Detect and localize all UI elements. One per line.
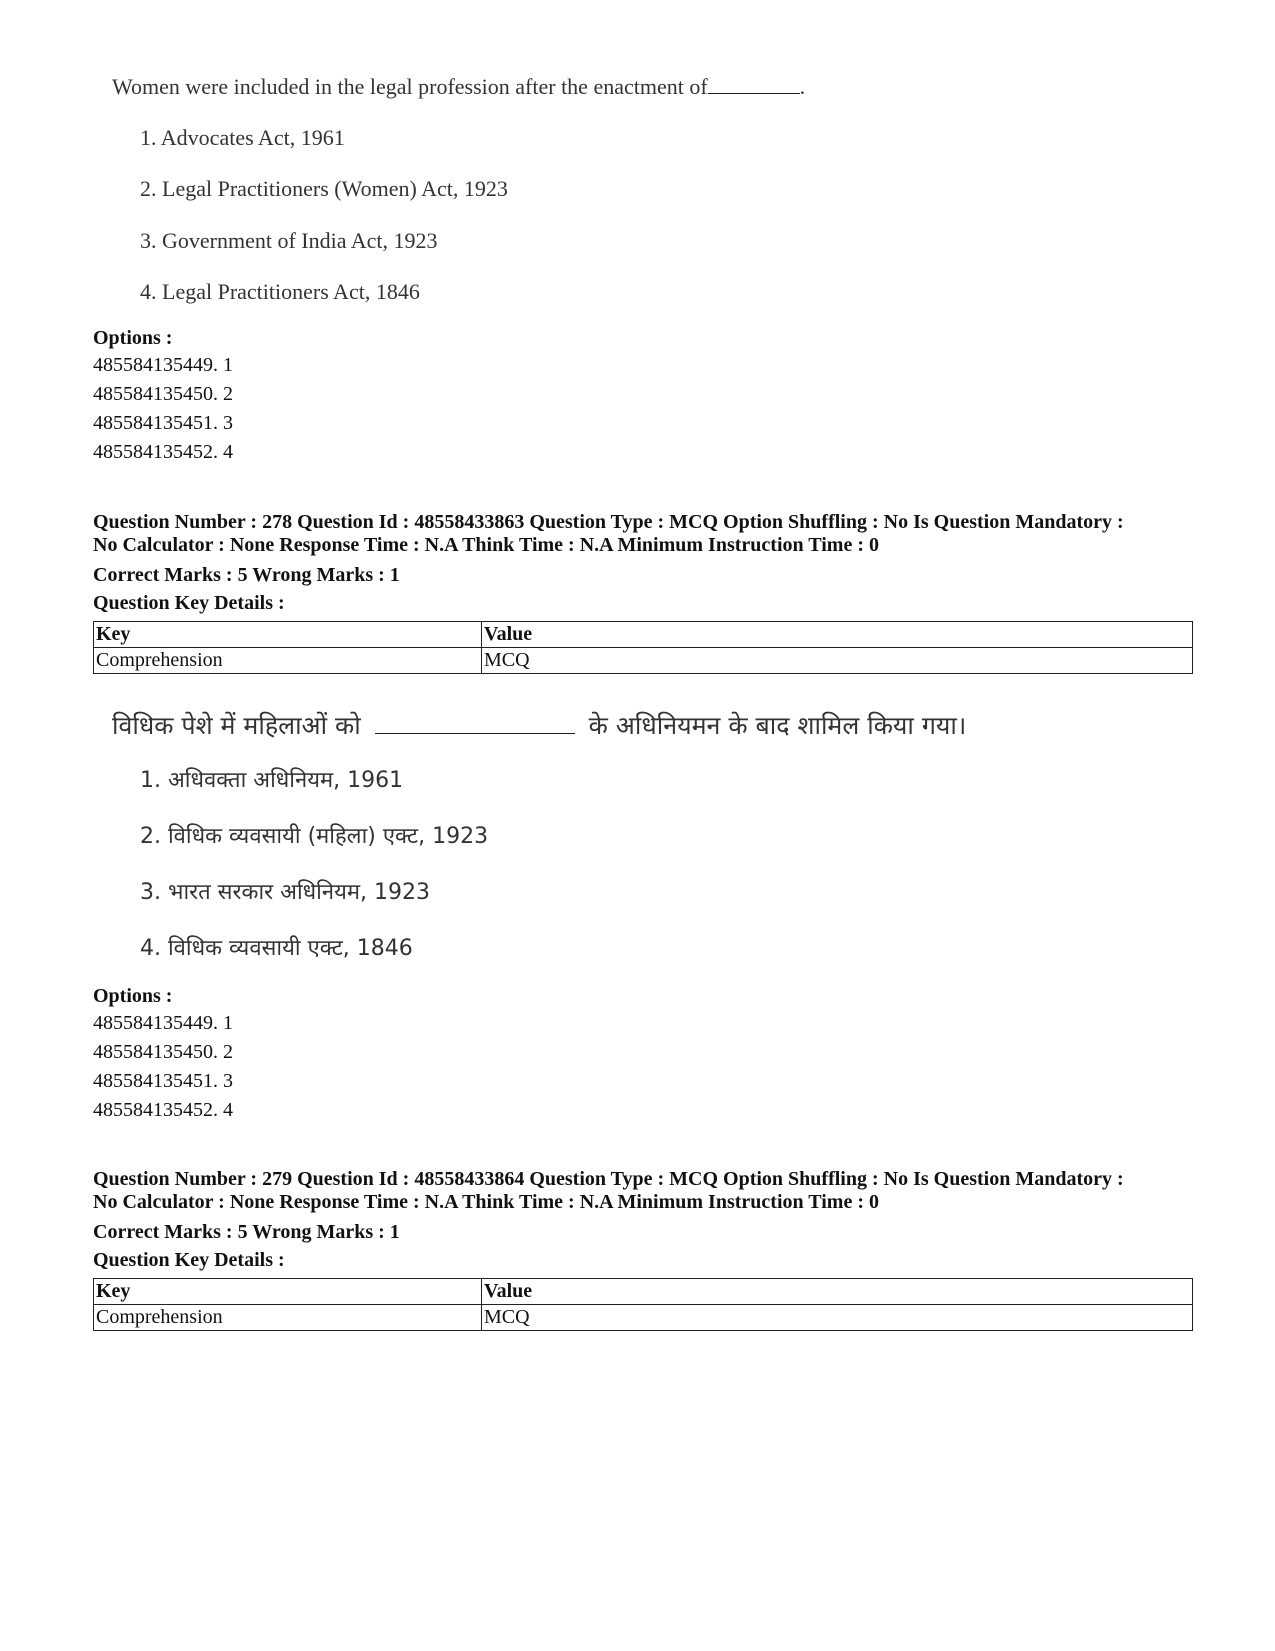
marks-line: Correct Marks : 5 Wrong Marks : 1 [93,1221,400,1243]
hindi-option-4: 4. विधिक व्यवसायी एक्ट, 1846 [140,936,413,961]
question-meta-278 [93,511,1183,557]
option-id: 485584135451. 3 [93,412,233,434]
table-header-cell: Key [94,622,482,648]
english-option-1: 1. Advocates Act, 1961 [140,125,345,150]
option-id: 485584135450. 2 [93,383,233,405]
marks-line: Correct Marks : 5 Wrong Marks : 1 [93,564,400,586]
table-row [94,1305,1193,1331]
table-cell: Comprehension [94,1305,482,1331]
options-heading: Options : [93,327,173,349]
key-details-table [93,1278,1193,1331]
option-id: 485584135449. 1 [93,354,233,376]
question-stem-english [112,74,805,100]
meta-line: Question Number : 279 Question Id : 48558433864 Question Type : MCQ Option Shuffling : No Is Question Mandatory : [93,1168,1124,1190]
option-id-list [93,1009,233,1125]
english-option-2: 2. Legal Practitioners (Women) Act, 1923 [140,176,508,201]
table-row [94,648,1193,674]
key-details-label: Question Key Details : [93,1249,285,1271]
table-header-cell: Value [482,622,1193,648]
english-option-4: 4. Legal Practitioners Act, 1846 [140,279,420,304]
option-id: 485584135452. 4 [93,441,233,463]
table-header-cell: Value [482,1279,1193,1305]
option-id: 485584135451. 3 [93,1070,233,1092]
question-stem-text: Women were included in the legal profession after the enactment of [112,74,708,99]
meta-line: No Calculator : None Response Time : N.A Think Time : N.A Minimum Instruction Time : 0 [93,534,879,556]
option-id: 485584135449. 1 [93,1012,233,1034]
option-id: 485584135450. 2 [93,1041,233,1063]
option-id: 485584135452. 4 [93,1099,233,1121]
table-header-row [94,1279,1193,1305]
hindi-stem-part: विधिक पेशे में महिलाओं को [112,711,361,740]
table-cell: MCQ [482,648,1193,674]
hindi-option-2: 2. विधिक व्यवसायी (महिला) एक्ट, 1923 [140,824,489,849]
meta-line: No Calculator : None Response Time : N.A Think Time : N.A Minimum Instruction Time : 0 [93,1191,879,1213]
options-heading: Options : [93,985,173,1007]
table-cell: Comprehension [94,648,482,674]
hindi-option-1: 1. अधिवक्ता अधिनियम, 1961 [140,768,404,793]
question-stem-hindi [112,708,966,742]
key-details-table [93,621,1193,674]
table-cell: MCQ [482,1305,1193,1331]
answer-blank [375,732,575,734]
table-header-row [94,622,1193,648]
key-details-label: Question Key Details : [93,592,285,614]
table-header-cell: Key [94,1279,482,1305]
meta-line: Question Number : 278 Question Id : 48558433863 Question Type : MCQ Option Shuffling : No Is Question Mandatory : [93,511,1124,533]
hindi-stem-part: के अधिनियमन के बाद शामिल किया गया। [588,711,967,740]
hindi-option-3: 3. भारत सरकार अधिनियम, 1923 [140,880,430,905]
answer-blank [708,92,800,94]
option-id-list [93,351,233,467]
question-stem-end: . [799,74,806,99]
question-meta-279 [93,1168,1183,1214]
english-option-3: 3. Government of India Act, 1923 [140,228,438,253]
